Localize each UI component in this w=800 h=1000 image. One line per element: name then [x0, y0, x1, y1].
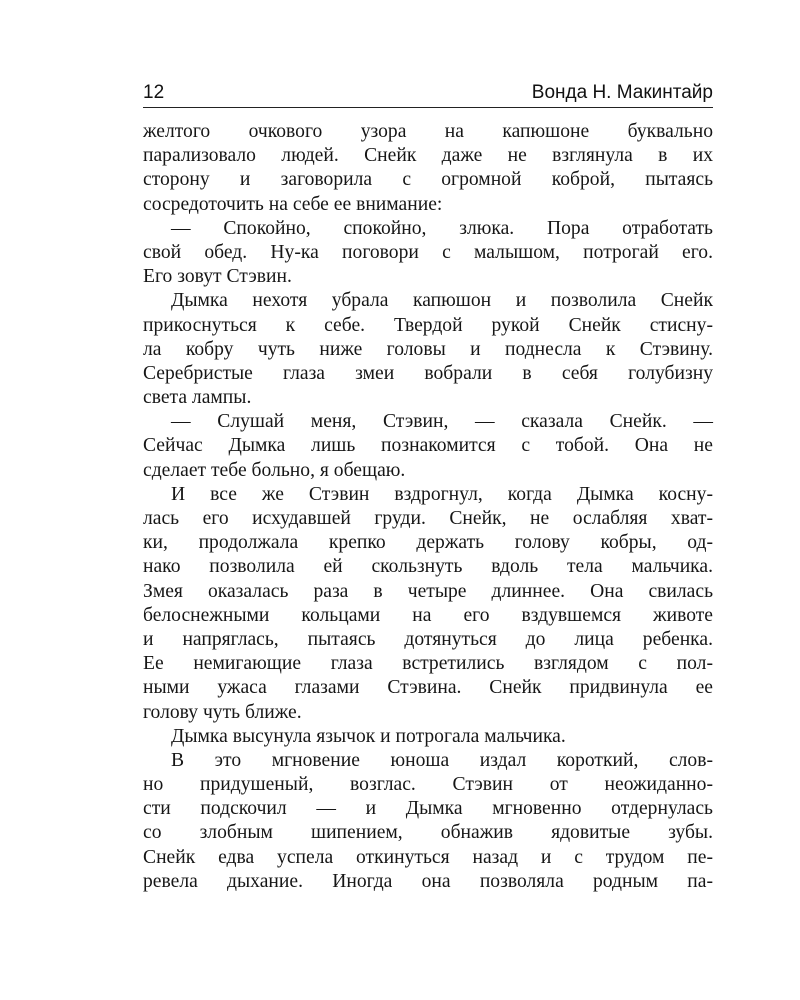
text-line: ки, продолжала крепко держать голову кобры, од- [143, 532, 713, 554]
text-line: В это мгновение юноша издал короткий, слов- [171, 749, 713, 771]
text-line: Дымка высунула язычок и потрогала мальчика. [171, 725, 566, 747]
text-line: со злобным шипением, обнажив ядовитые зубы. [143, 822, 713, 844]
text-line: нако позволила ей скользнуть вдоль тела мальчика. [143, 556, 713, 578]
text-line: Его зовут Стэвин. [143, 266, 292, 288]
text-line: сторону и заговорила с огромной коброй, пытаясь [143, 169, 713, 191]
text-line: Ее немигающие глаза встретились взглядом с пол- [143, 653, 713, 675]
running-head [143, 80, 713, 108]
text-line: и напряглась, пытаясь дотянуться до лица ребенка. [143, 628, 713, 650]
text-line: прикоснуться к себе. Твердой рукой Снейк стисну- [143, 314, 713, 336]
text-line: но придушеный, возглас. Стэвин от неожиданно- [143, 774, 713, 796]
text-line: сти подскочил — и Дымка мгновенно отдернулась [143, 798, 713, 820]
text-line: Снейк едва успела откинуться назад и с трудом пе- [143, 846, 713, 868]
text-line: Дымка нехотя убрала капюшон и позволила Снейк [171, 290, 713, 312]
text-line: свой обед. Ну-ка поговори с малышом, потрогай его. [143, 241, 713, 263]
text-line: белоснежными кольцами на его вздувшемся животе [143, 604, 713, 626]
text-line: сделает тебе больно, я обещаю. [143, 459, 406, 481]
text-line: Сейчас Дымка лишь познакомится с тобой. Она не [143, 435, 713, 457]
text-line: ревела дыхание. Иногда она позволяла родным па- [143, 870, 713, 892]
page-number: 12 [143, 82, 165, 103]
text-line: света лампы. [143, 387, 252, 409]
text-line: Серебристые глаза змеи вобрали в себя голубизну [143, 362, 713, 384]
text-line: ла кобру чуть ниже головы и поднесла к Стэвину. [143, 338, 713, 360]
text-line: ными ужаса глазами Стэвина. Снейк придвинула ее [143, 677, 713, 699]
text-line: И все же Стэвин вздрогнул, когда Дымка косну- [171, 483, 713, 505]
text-line: Змея оказалась раза в четыре длиннее. Она свилась [143, 580, 713, 602]
text-line: лась его исхудавшей груди. Снейк, не ослабляя хват- [143, 508, 713, 529]
text-line: — Слушай меня, Стэвин, — сказала Снейк. — [171, 411, 713, 433]
header-rule [143, 107, 713, 108]
running-title: Вонда Н. Макинтайр [531, 82, 713, 103]
body-text [143, 120, 713, 894]
text-line: — Спокойно, спокойно, злюка. Пора отработать [171, 217, 713, 239]
text-line: сосредоточить на себе ее внимание: [143, 193, 443, 215]
text-line: желтого очкового узора на капюшоне буквально [143, 121, 713, 142]
text-line: парализовало людей. Снейк даже не взглянула в их [143, 145, 713, 167]
text-line: голову чуть ближе. [143, 701, 302, 723]
